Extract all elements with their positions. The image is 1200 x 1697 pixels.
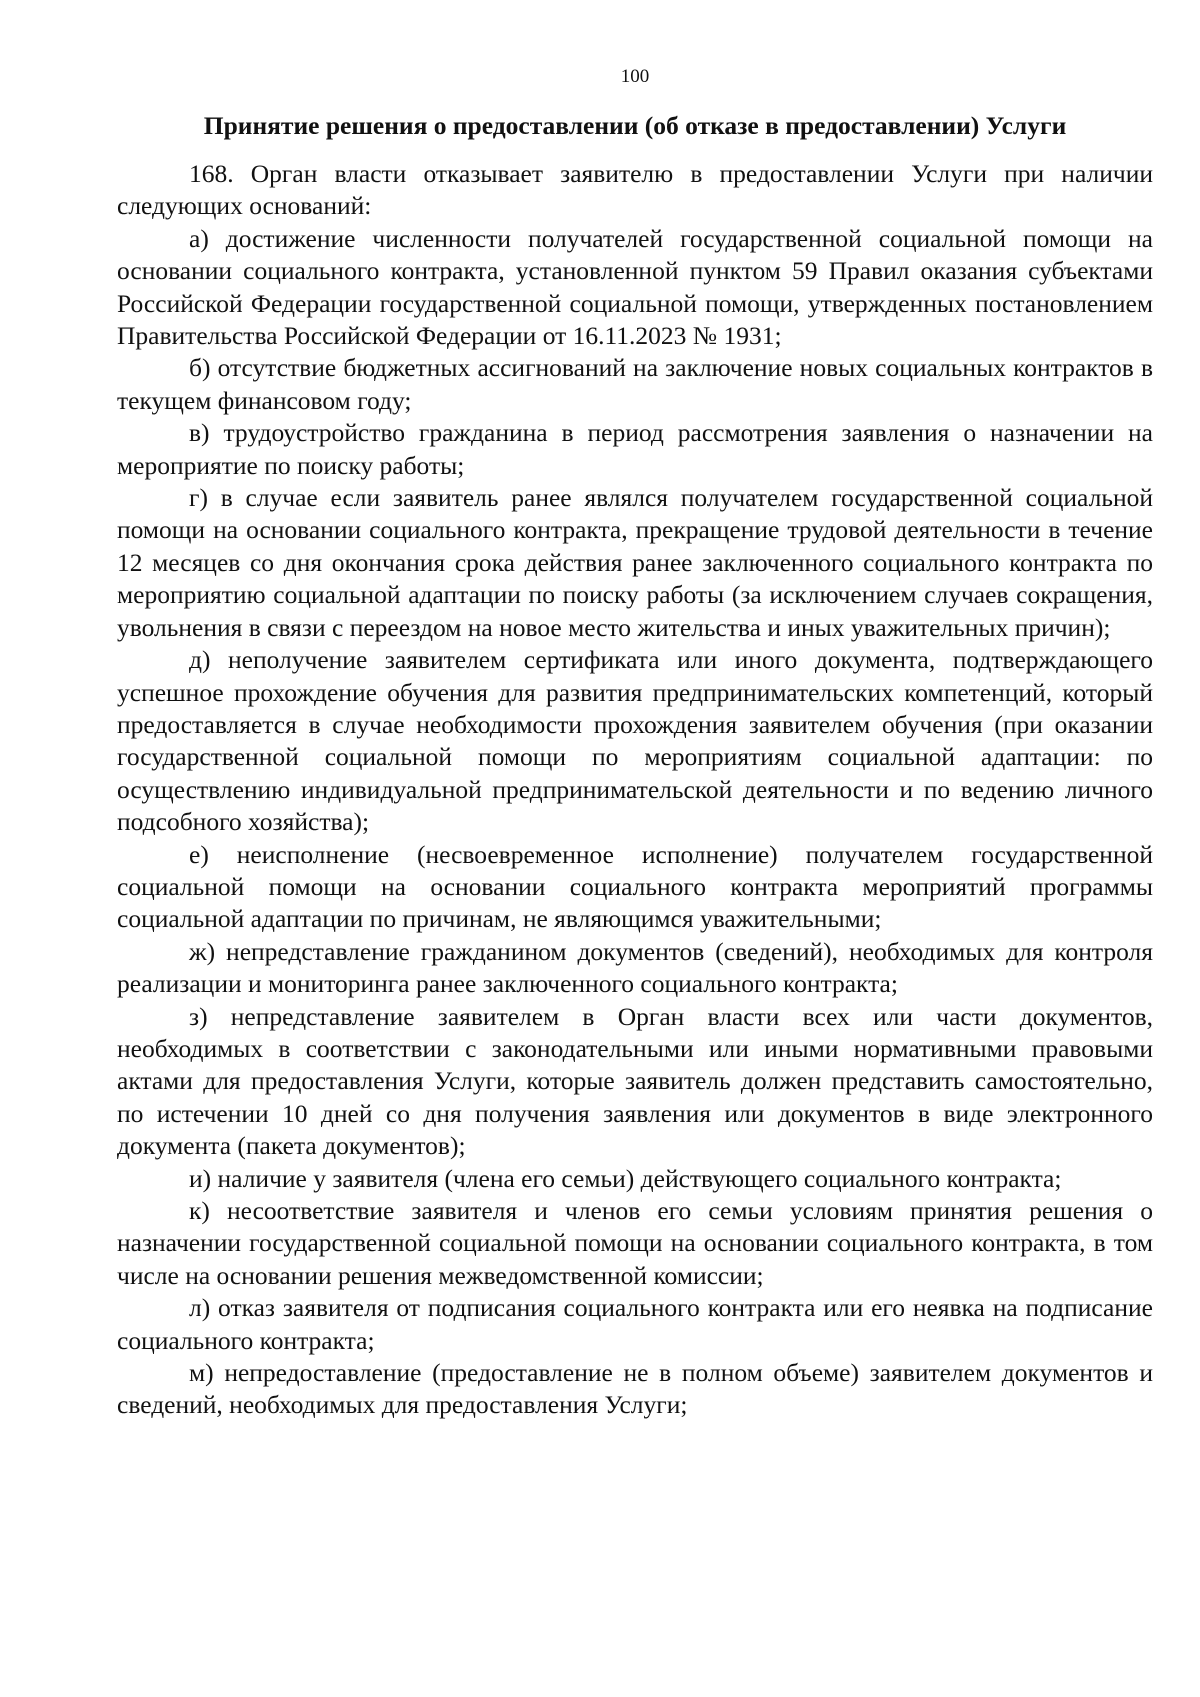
list-item-z: з) непредставление заявителем в Орган власти всех или части документов, необходимых в соответствии с законодательными или иными нормативными правовыми актами для предоставления Услуги, которые заявитель должен представить самостоятельно, по истечении 10 дней со дня получения заявления или документов в виде электронного документа (пакета документов); bbox=[117, 1001, 1153, 1161]
paragraph-168: 168. Орган власти отказывает заявителю в предоставлении Услуги при наличии следующих оснований: bbox=[117, 159, 1153, 221]
list-item-b: б) отсутствие бюджетных ассигнований на заключение новых социальных контрактов в текущем финансовом году; bbox=[117, 353, 1153, 415]
list-item-i: и) наличие у заявителя (члена его семьи) действующего социального контракта; bbox=[189, 1163, 1062, 1193]
list-item-a: а) достижение численности получателей государственной социальной помощи на основании социального контракта, установленной пунктом 59 Правил оказания субъектами Российской Федерации государственной социальной помощи, утвержденных постановлением Правительства Российской Федерации от 16.11.2023 № 1931; bbox=[117, 223, 1153, 351]
document-page bbox=[117, 64, 1153, 1422]
document-body bbox=[117, 158, 1153, 1422]
list-item-m: м) непредоставление (предоставление не в полном объеме) заявителем документов и сведений, необходимых для предоставления Услуги; bbox=[117, 1358, 1153, 1420]
page-number: 100 bbox=[620, 66, 650, 87]
list-item-e: е) неисполнение (несвоевременное исполнение) получателем государственной социальной помощи на основании социального контракта мероприятий программы социальной адаптации по причинам, не являющимся уважительными; bbox=[117, 839, 1153, 934]
list-item-l: л) отказ заявителя от подписания социального контракта или его неявка на подписание социального контракта; bbox=[117, 1293, 1153, 1355]
list-item-g: г) в случае если заявитель ранее являлся получателем государственной социальной помощи на основании социального контракта, прекращение трудовой деятельности в течение 12 месяцев со дня окончания срока действия ранее заключенного социального контракта по мероприятию социальной адаптации по поиску работы (за исключением случаев сокращения, увольнения в связи с переездом на новое место жительства и иных уважительных причин); bbox=[117, 483, 1153, 642]
section-title: Принятие решения о предоставлении (об отказе в предоставлении) Услуги bbox=[203, 111, 1067, 140]
list-item-d: д) неполучение заявителем сертификата или иного документа, подтверждающего успешное прохождение обучения для развития предпринимательских компетенций, который предоставляется в случае необходимости прохождения заявителем обучения (при оказании государственной социальной помощи по мероприятиям социальной адаптации: по осуществлению индивидуальной предпринимательской деятельности и по ведению личного подсобного хозяйства); bbox=[117, 645, 1153, 837]
list-item-k: к) несоответствие заявителя и членов его семьи условиям принятия решения о назначении государственной социальной помощи на основании социального контракта, в том числе на основании решения межведомственной комиссии; bbox=[117, 1196, 1153, 1290]
list-item-v: в) трудоустройство гражданина в период рассмотрения заявления о назначении на мероприятие по поиску работы; bbox=[117, 418, 1153, 480]
list-item-zh: ж) непредставление гражданином документов (сведений), необходимых для контроля реализации и мониторинга ранее заключенного социального контракта; bbox=[117, 936, 1153, 999]
